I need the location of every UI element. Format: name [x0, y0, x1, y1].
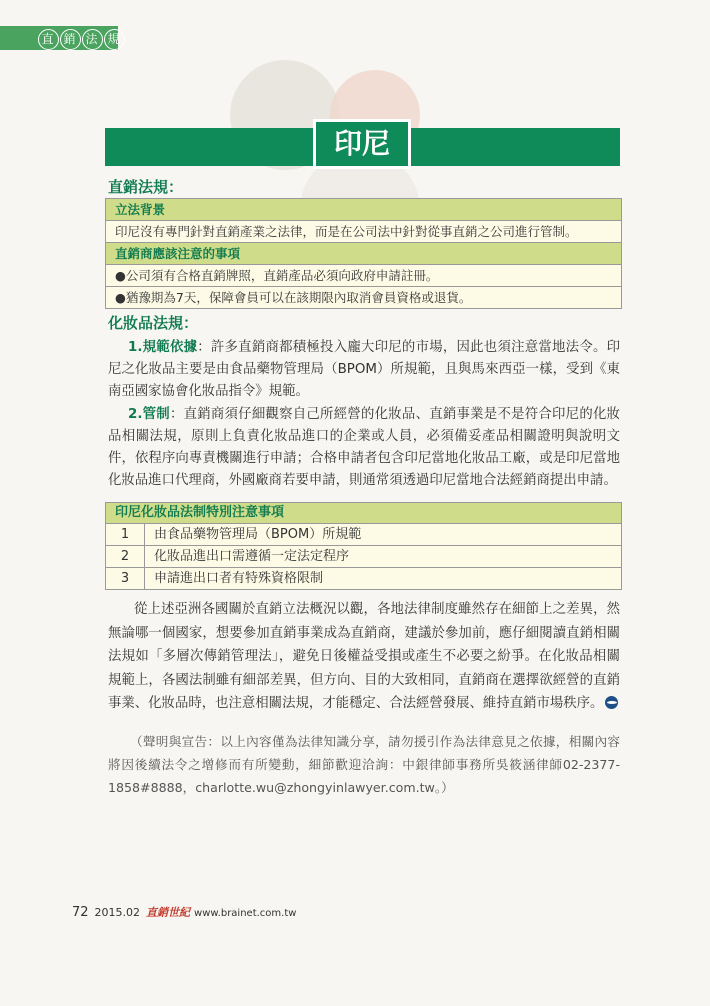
- paragraph-label: 2.管制: [128, 407, 170, 422]
- row-number: 3: [106, 568, 145, 589]
- conclusion-paragraph: [108, 598, 620, 716]
- section-title-char: 直: [38, 29, 59, 50]
- table-row: [106, 568, 621, 589]
- paragraph-text: ：直銷商須仔細觀察自己所經營的化妝品、直銷事業是不是符合印尼的化妝品相關法規，原則上負責化妝品進口的企業或人員，必須備妥產品相關證明與說明文件，依程序向專責機關進行申請；合格申請者包含印尼當地化妝品工廠，或是印尼當地化妝品進口代理商，外國廠商若要申請，則通常須透過印尼當地合法經銷商提出申請。: [108, 407, 620, 488]
- row-text: 申請進出口者有特殊資格限制: [154, 571, 324, 586]
- row-number: 2: [106, 546, 145, 567]
- page-title: 印尼: [313, 119, 411, 169]
- issue-date: 2015.02: [94, 906, 141, 919]
- cosmetics-heading: 化妝品法規：: [108, 314, 199, 332]
- disclaimer: （聲明與宣告：以上內容僅為法律知識分享，請勿援引作為法律意見之依據，相關內容將因後續法令之增修而有所變動，細節歡迎洽詢：中銀律師事務所吳筱涵律師02-2377-1858#8888，charlotte.wu@zhongyinlawyer.com.tw。）: [108, 734, 620, 795]
- footer: [72, 904, 296, 920]
- section-title-char: 銷: [60, 29, 81, 50]
- note-item: ●猶豫期為7天，保障會員可以在該期限內取消會員資格或退貨。: [115, 290, 472, 305]
- paragraph-label: 1.規範依據: [128, 340, 198, 355]
- row-number: 1: [106, 524, 145, 545]
- direct-selling-heading: 直銷法規：: [108, 178, 184, 196]
- note-item: ●公司須有合格直銷牌照，直銷產品必須向政府申請註冊。: [106, 265, 621, 287]
- special-table-title: 印尼化妝品法制特別注意事項: [106, 503, 621, 524]
- row-text: 化妝品進出口需遵循一定法定程序: [154, 549, 350, 564]
- table-row: [106, 546, 621, 568]
- section-title: [38, 26, 126, 50]
- cosmetics-paragraph-1: [108, 337, 620, 403]
- special-notes-table: [105, 502, 622, 590]
- table-row: [106, 524, 621, 546]
- direct-selling-table: [105, 198, 622, 309]
- notes-label: 直銷商應該注意的事項: [106, 243, 621, 265]
- legislative-bg-text: 印尼沒有專門針對直銷產業之法律，而是在公司法中針對從事直銷之公司進行管制。: [106, 221, 621, 243]
- cosmetics-paragraph-2: [108, 404, 620, 492]
- row-text: 由食品藥物管理局（BPOM）所規範: [154, 527, 362, 542]
- legislative-bg-label: 立法背景: [106, 199, 621, 221]
- conclusion-text: 從上述亞洲各國關於直銷立法概況以觀，各地法律制度雖然存在細節上之差異，然無論哪一個國家，想要參加直銷事業成為直銷商，建議於參加前，應仔細閱讀直銷相關法規如「多層次傳銷管理法」，避免日後權益受損或產生不必要之紛爭。在化妝品相關規範上，各國法制雖有細部差異，但方向、目的大致相同，直銷商在選擇欲經營的直銷事業、化妝品時，也注意相關法規，才能穩定、合法經營發展、維持直銷市場秩序。: [108, 602, 620, 711]
- section-title-char: 規: [104, 29, 125, 50]
- website-link[interactable]: www.brainet.com.tw: [194, 908, 297, 919]
- paragraph-text: ：許多直銷商都積極投入龐大印尼的市場，因此也須注意當地法令。印尼之化妝品主要是由食品藥物管理局（BPOM）所規範，且與馬來西亞一樣，受到《東南亞國家協會化妝品指令》規範。: [108, 340, 621, 399]
- globe-icon: [605, 696, 618, 709]
- section-title-char: 法: [82, 29, 103, 50]
- magazine-logo: 直銷世紀: [146, 906, 191, 919]
- page-number: 72: [72, 905, 89, 920]
